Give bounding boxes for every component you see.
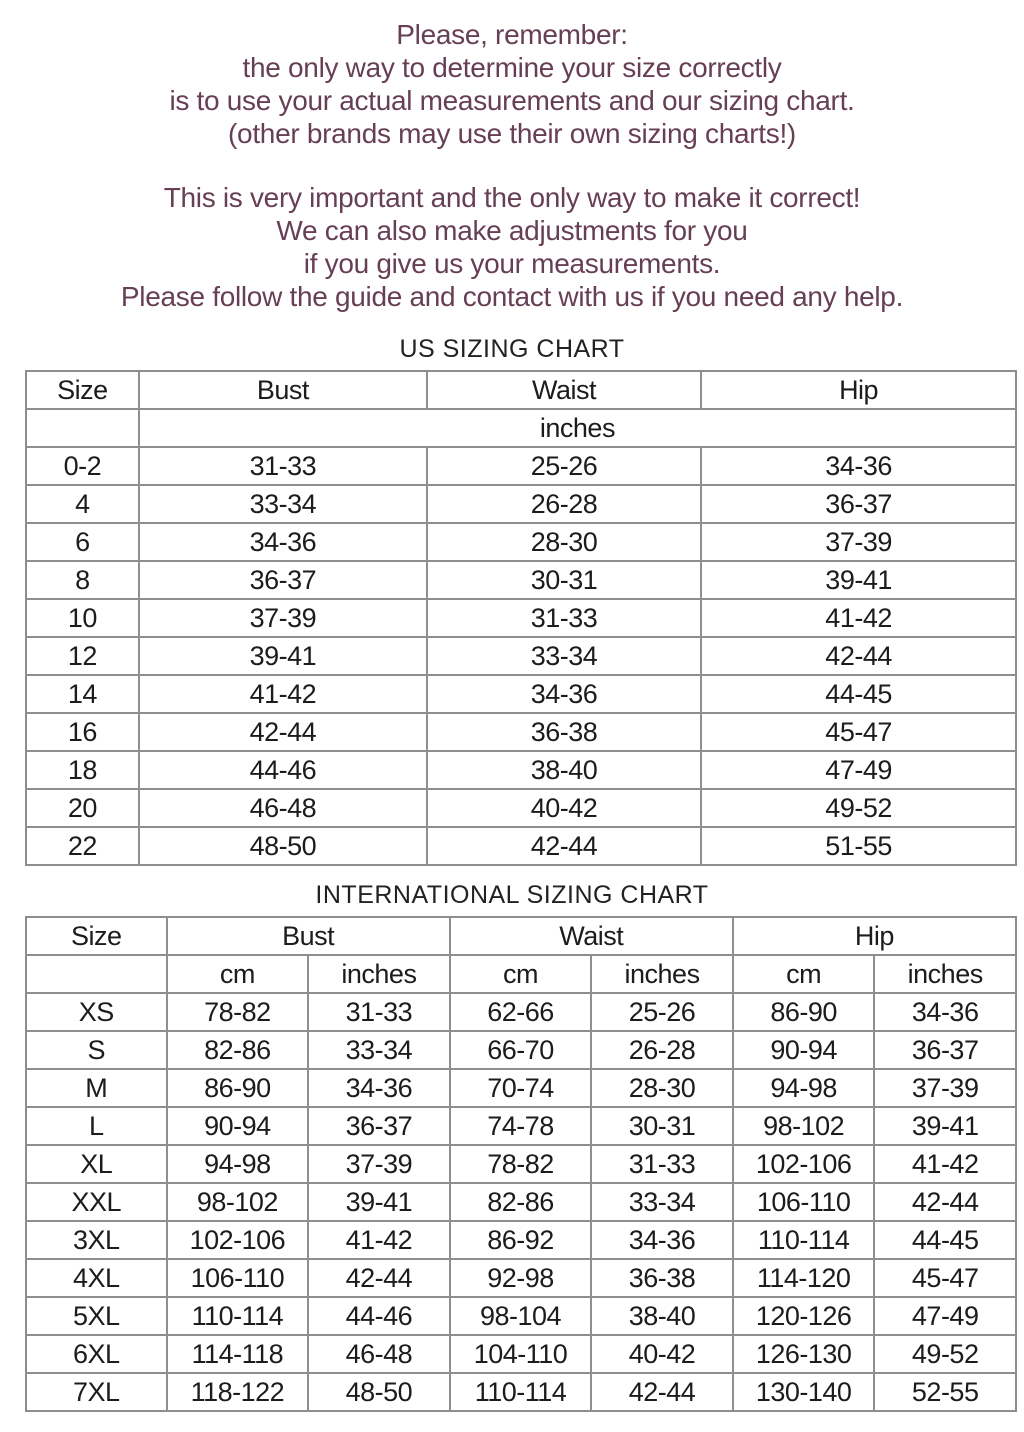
us-chart-title: US SIZING CHART — [399, 335, 625, 363]
us-table-body — [26, 447, 1016, 865]
intl-cell-bust-cm: 82-86 — [167, 1031, 309, 1069]
intl-cell-waist-cm: 66-70 — [450, 1031, 592, 1069]
us-cell-hip: 49-52 — [701, 789, 1016, 827]
intl-unit-waist-cm: cm — [450, 955, 592, 993]
intl-table-row — [26, 1259, 1016, 1297]
intl-unit-row — [26, 955, 1016, 993]
intl-header-bust: Bust — [167, 917, 450, 955]
us-cell-waist: 42-44 — [427, 827, 701, 865]
intl-cell-hip-cm: 110-114 — [733, 1221, 875, 1259]
us-table-row — [26, 675, 1016, 713]
intl-cell-bust-cm: 102-106 — [167, 1221, 309, 1259]
intl-cell-hip-cm: 86-90 — [733, 993, 875, 1031]
intl-cell-waist-inches: 26-28 — [591, 1031, 733, 1069]
us-cell-waist: 34-36 — [427, 675, 701, 713]
us-cell-waist: 38-40 — [427, 751, 701, 789]
intl-cell-size: S — [26, 1031, 167, 1069]
intl-table-row — [26, 1373, 1016, 1411]
intl-table-row — [26, 1107, 1016, 1145]
intl-unit-empty-cell — [26, 955, 167, 993]
intl-cell-waist-inches: 42-44 — [591, 1373, 733, 1411]
intl-cell-hip-inches: 39-41 — [874, 1107, 1016, 1145]
us-sizing-table — [25, 370, 1017, 866]
intl-cell-size: XL — [26, 1145, 167, 1183]
us-header-waist: Waist — [427, 371, 701, 409]
us-cell-size: 8 — [26, 561, 139, 599]
intl-cell-hip-cm: 102-106 — [733, 1145, 875, 1183]
intro-line: if you give us your measurements. — [303, 248, 721, 279]
us-cell-bust: 42-44 — [139, 713, 427, 751]
intl-table-row — [26, 993, 1016, 1031]
intl-cell-hip-cm: 94-98 — [733, 1069, 875, 1107]
intl-table-body — [26, 993, 1016, 1411]
intl-cell-hip-cm: 98-102 — [733, 1107, 875, 1145]
intl-cell-waist-inches: 25-26 — [591, 993, 733, 1031]
intl-cell-bust-cm: 118-122 — [167, 1373, 309, 1411]
intro-line: This is very important and the only way to make it correct! — [163, 182, 861, 213]
us-table-row — [26, 485, 1016, 523]
intl-cell-hip-cm: 114-120 — [733, 1259, 875, 1297]
intl-table-row — [26, 1183, 1016, 1221]
us-cell-waist: 28-30 — [427, 523, 701, 561]
us-cell-hip: 39-41 — [701, 561, 1016, 599]
intl-cell-bust-cm: 90-94 — [167, 1107, 309, 1145]
intl-unit-hip-inches: inches — [874, 955, 1016, 993]
intl-cell-waist-inches: 36-38 — [591, 1259, 733, 1297]
intl-cell-size: 5XL — [26, 1297, 167, 1335]
intl-header-row — [26, 917, 1016, 955]
intl-cell-waist-inches: 33-34 — [591, 1183, 733, 1221]
us-cell-size: 14 — [26, 675, 139, 713]
intl-table-row — [26, 1031, 1016, 1069]
intl-cell-hip-inches: 34-36 — [874, 993, 1016, 1031]
us-cell-bust: 33-34 — [139, 485, 427, 523]
us-table-row — [26, 789, 1016, 827]
us-table-row — [26, 599, 1016, 637]
intl-chart-title: INTERNATIONAL SIZING CHART — [315, 881, 709, 909]
us-cell-hip: 37-39 — [701, 523, 1016, 561]
intl-cell-bust-inches: 48-50 — [308, 1373, 450, 1411]
intl-table-row — [26, 1221, 1016, 1259]
intl-cell-bust-inches: 41-42 — [308, 1221, 450, 1259]
us-unit-row — [26, 409, 1016, 447]
us-cell-size: 20 — [26, 789, 139, 827]
us-header-bust: Bust — [139, 371, 427, 409]
intl-unit-bust-inches: inches — [308, 955, 450, 993]
intl-cell-hip-inches: 45-47 — [874, 1259, 1016, 1297]
intl-cell-size: 4XL — [26, 1259, 167, 1297]
us-cell-bust: 36-37 — [139, 561, 427, 599]
intl-unit-waist-inches: inches — [591, 955, 733, 993]
intl-cell-waist-inches: 28-30 — [591, 1069, 733, 1107]
intl-cell-size: 7XL — [26, 1373, 167, 1411]
us-cell-size: 10 — [26, 599, 139, 637]
intl-cell-hip-inches: 44-45 — [874, 1221, 1016, 1259]
us-table-row — [26, 637, 1016, 675]
us-cell-waist: 36-38 — [427, 713, 701, 751]
intl-cell-bust-inches: 37-39 — [308, 1145, 450, 1183]
intl-cell-hip-inches: 41-42 — [874, 1145, 1016, 1183]
intl-cell-bust-cm: 114-118 — [167, 1335, 309, 1373]
intl-cell-bust-inches: 33-34 — [308, 1031, 450, 1069]
intl-cell-bust-cm: 86-90 — [167, 1069, 309, 1107]
us-cell-hip: 36-37 — [701, 485, 1016, 523]
us-cell-waist: 40-42 — [427, 789, 701, 827]
intl-cell-waist-cm: 110-114 — [450, 1373, 592, 1411]
intl-cell-size: XS — [26, 993, 167, 1031]
intl-cell-hip-cm: 130-140 — [733, 1373, 875, 1411]
intl-cell-bust-cm: 94-98 — [167, 1145, 309, 1183]
intro-line: Please follow the guide and contact with us if you need any help. — [120, 281, 904, 312]
us-cell-hip: 47-49 — [701, 751, 1016, 789]
us-cell-size: 0-2 — [26, 447, 139, 485]
intl-cell-bust-cm: 78-82 — [167, 993, 309, 1031]
us-cell-bust: 39-41 — [139, 637, 427, 675]
intro-line: Please, remember: — [396, 19, 628, 50]
us-table-row — [26, 713, 1016, 751]
intl-cell-hip-cm: 120-126 — [733, 1297, 875, 1335]
us-cell-size: 6 — [26, 523, 139, 561]
intl-cell-waist-cm: 104-110 — [450, 1335, 592, 1373]
intl-cell-waist-inches: 38-40 — [591, 1297, 733, 1335]
us-cell-waist: 30-31 — [427, 561, 701, 599]
intl-cell-bust-inches: 36-37 — [308, 1107, 450, 1145]
us-cell-hip: 42-44 — [701, 637, 1016, 675]
intl-cell-bust-inches: 34-36 — [308, 1069, 450, 1107]
intl-cell-waist-cm: 98-104 — [450, 1297, 592, 1335]
intl-cell-bust-inches: 39-41 — [308, 1183, 450, 1221]
us-cell-bust: 34-36 — [139, 523, 427, 561]
intl-cell-bust-inches: 44-46 — [308, 1297, 450, 1335]
intl-cell-waist-cm: 86-92 — [450, 1221, 592, 1259]
us-table-row — [26, 447, 1016, 485]
us-cell-bust: 37-39 — [139, 599, 427, 637]
intro-line: We can also make adjustments for you — [276, 215, 748, 246]
intl-cell-waist-cm: 82-86 — [450, 1183, 592, 1221]
intro-note — [0, 0, 1024, 313]
us-cell-waist: 25-26 — [427, 447, 701, 485]
intl-cell-waist-inches: 40-42 — [591, 1335, 733, 1373]
us-cell-size: 22 — [26, 827, 139, 865]
intl-cell-waist-cm: 70-74 — [450, 1069, 592, 1107]
us-cell-hip: 45-47 — [701, 713, 1016, 751]
intl-cell-hip-inches: 42-44 — [874, 1183, 1016, 1221]
us-table-row — [26, 561, 1016, 599]
intl-unit-bust-cm: cm — [167, 955, 309, 993]
intl-cell-waist-cm: 92-98 — [450, 1259, 592, 1297]
intl-cell-size: 3XL — [26, 1221, 167, 1259]
intro-line: is to use your actual measurements and our sizing chart. — [169, 85, 855, 116]
intl-cell-hip-cm: 126-130 — [733, 1335, 875, 1373]
us-cell-hip: 51-55 — [701, 827, 1016, 865]
us-cell-waist: 33-34 — [427, 637, 701, 675]
intl-cell-bust-inches: 46-48 — [308, 1335, 450, 1373]
intl-table-row — [26, 1145, 1016, 1183]
us-unit-empty-cell — [26, 409, 139, 447]
intl-cell-bust-cm: 98-102 — [167, 1183, 309, 1221]
intl-cell-waist-cm: 62-66 — [450, 993, 592, 1031]
intl-header-hip: Hip — [733, 917, 1016, 955]
intl-cell-waist-inches: 34-36 — [591, 1221, 733, 1259]
us-cell-hip: 44-45 — [701, 675, 1016, 713]
us-cell-bust: 41-42 — [139, 675, 427, 713]
intl-cell-hip-cm: 106-110 — [733, 1183, 875, 1221]
intl-cell-size: L — [26, 1107, 167, 1145]
intl-header-size: Size — [26, 917, 167, 955]
us-cell-size: 4 — [26, 485, 139, 523]
us-cell-hip: 41-42 — [701, 599, 1016, 637]
intl-unit-hip-cm: cm — [733, 955, 875, 993]
us-table-row — [26, 523, 1016, 561]
intl-sizing-table — [25, 916, 1017, 1412]
intl-cell-hip-inches: 47-49 — [874, 1297, 1016, 1335]
intl-cell-size: XXL — [26, 1183, 167, 1221]
us-table-row — [26, 751, 1016, 789]
intl-cell-waist-inches: 31-33 — [591, 1145, 733, 1183]
intl-header-waist: Waist — [450, 917, 733, 955]
us-header-hip: Hip — [701, 371, 1016, 409]
intl-cell-bust-cm: 106-110 — [167, 1259, 309, 1297]
intl-table-row — [26, 1297, 1016, 1335]
intl-cell-bust-inches: 42-44 — [308, 1259, 450, 1297]
us-cell-bust: 46-48 — [139, 789, 427, 827]
intl-cell-bust-inches: 31-33 — [308, 993, 450, 1031]
us-cell-bust: 44-46 — [139, 751, 427, 789]
us-cell-waist: 26-28 — [427, 485, 701, 523]
intl-cell-hip-inches: 37-39 — [874, 1069, 1016, 1107]
intl-cell-hip-cm: 90-94 — [733, 1031, 875, 1069]
intl-cell-waist-cm: 78-82 — [450, 1145, 592, 1183]
us-cell-size: 18 — [26, 751, 139, 789]
us-cell-bust: 48-50 — [139, 827, 427, 865]
intl-table-row — [26, 1069, 1016, 1107]
us-table-row — [26, 827, 1016, 865]
intl-cell-bust-cm: 110-114 — [167, 1297, 309, 1335]
us-cell-waist: 31-33 — [427, 599, 701, 637]
intro-line: (other brands may use their own sizing charts!) — [228, 118, 796, 149]
intl-cell-size: M — [26, 1069, 167, 1107]
us-header-row — [26, 371, 1016, 409]
intl-cell-waist-cm: 74-78 — [450, 1107, 592, 1145]
intl-cell-size: 6XL — [26, 1335, 167, 1373]
us-cell-size: 16 — [26, 713, 139, 751]
intl-cell-hip-inches: 36-37 — [874, 1031, 1016, 1069]
us-header-size: Size — [26, 371, 139, 409]
intro-line: the only way to determine your size correctly — [242, 52, 782, 83]
intl-cell-hip-inches: 52-55 — [874, 1373, 1016, 1411]
intro-importance-block — [0, 181, 1024, 313]
intl-table-row — [26, 1335, 1016, 1373]
intro-reminder-block — [0, 18, 1024, 150]
us-unit-label: inches — [139, 409, 1016, 447]
us-cell-bust: 31-33 — [139, 447, 427, 485]
intl-cell-waist-inches: 30-31 — [591, 1107, 733, 1145]
intl-cell-hip-inches: 49-52 — [874, 1335, 1016, 1373]
us-cell-hip: 34-36 — [701, 447, 1016, 485]
us-cell-size: 12 — [26, 637, 139, 675]
